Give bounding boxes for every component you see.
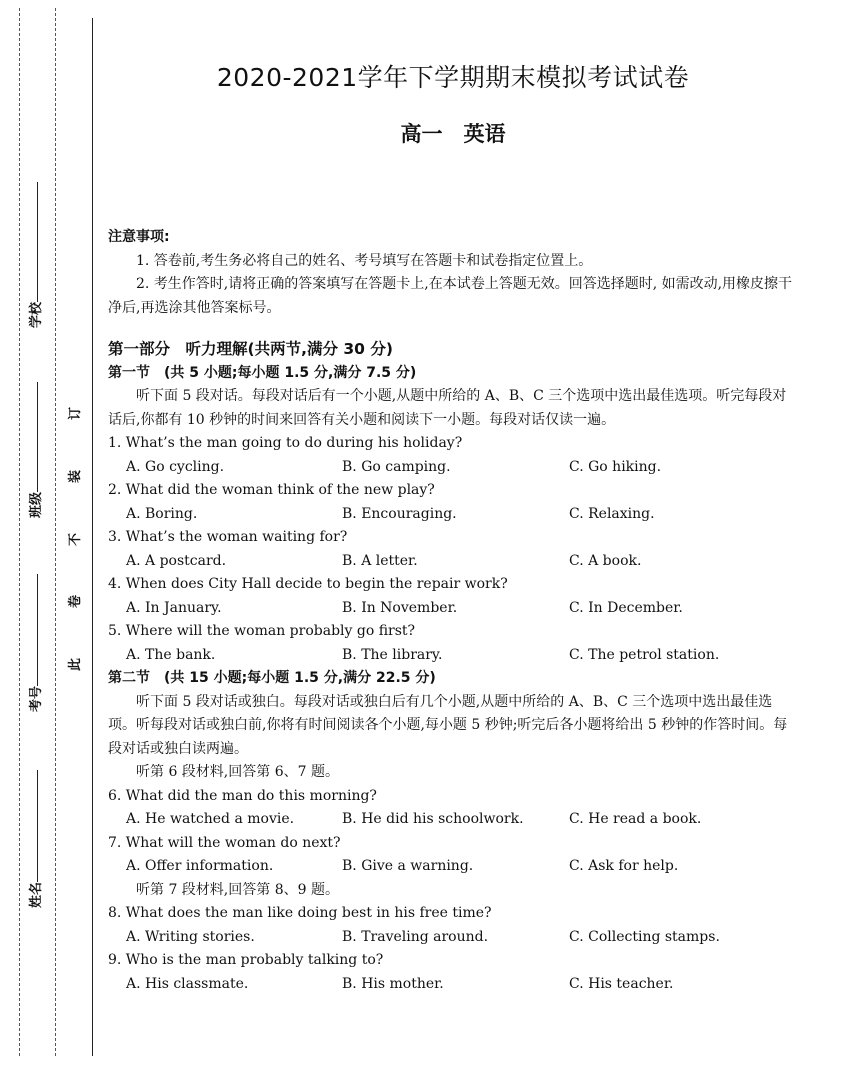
option-a: A. He watched a movie. — [126, 811, 295, 827]
warning-char: 不 — [68, 532, 84, 546]
question-options — [108, 503, 796, 527]
question-6 — [108, 785, 796, 832]
section1-instructions: 听下面 5 段对话。每段对话后有一个小题,从题中所给的 A、B、C 三个选项中选出最佳选项。听完每段对话后,你都有 10 秒钟的时间来回答有关小题和阅读下一小题。每段对话仅读一遍。 — [108, 388, 787, 428]
question-options — [108, 808, 796, 832]
option-c: C. Go hiking. — [569, 458, 662, 475]
binding-dashed-line-inner — [55, 8, 56, 1056]
option-c: C. He read a book. — [569, 811, 702, 827]
option-a: A. His classmate. — [126, 975, 249, 992]
warning-char: 装 — [68, 469, 84, 483]
option-b: B. Go camping. — [342, 458, 451, 475]
option-c: C. Ask for help. — [569, 858, 679, 874]
exam-subtitle: 高一 英语 — [400, 122, 506, 146]
question-options — [108, 644, 796, 668]
question-text: 5. Where will the woman probably go first? — [108, 623, 416, 639]
question-options — [108, 855, 796, 879]
option-a: A. The bank. — [126, 646, 216, 663]
binding-dashed-line-outer — [19, 8, 20, 1056]
exam-content — [108, 226, 796, 996]
binding-solid-line — [92, 18, 93, 1056]
exam-number-label: 考号 — [29, 685, 44, 712]
material-6-note: 听第 6 段材料,回答第 6、7 题。 — [136, 764, 339, 780]
question-text: 4. When does City Hall decide to begin the repair work? — [108, 576, 508, 592]
question-text: 3. What’s the woman waiting for? — [108, 529, 348, 545]
notice-item: 2. 考生作答时,请将正确的答案填写在答题卡上,在本试卷上答题无效。回答选择题时, 如需改动,用橡皮擦干净后,再选涂其他答案标号。 — [108, 276, 793, 316]
option-a: A. Boring. — [126, 505, 198, 522]
option-a: A. A postcard. — [126, 552, 227, 569]
name-label: 姓名 — [29, 881, 44, 908]
option-a: A. Go cycling. — [126, 458, 225, 475]
material-7-note: 听第 7 段材料,回答第 8、9 题。 — [136, 881, 339, 898]
exam-title: 2020-2021学年下学期期末模拟考试试卷 — [216, 63, 690, 92]
question-options — [108, 550, 796, 574]
question-options — [108, 597, 796, 621]
notice-title: 注意事项: — [108, 229, 170, 245]
option-c: C. Relaxing. — [569, 505, 655, 522]
option-b: B. The library. — [342, 646, 443, 663]
option-c: C. A book. — [569, 552, 642, 569]
question-options — [108, 926, 796, 950]
question-4 — [108, 573, 796, 620]
question-7 — [108, 832, 796, 879]
question-options — [108, 456, 796, 480]
exam-number-blank[interactable] — [37, 574, 38, 686]
warning-char: 卷 — [68, 595, 84, 609]
class-field — [24, 378, 50, 518]
name-blank[interactable] — [37, 770, 38, 882]
option-c: C. The petrol station. — [569, 646, 720, 663]
school-field — [24, 178, 50, 328]
notice-item: 1. 答卷前,考生务必将自己的姓名、考号填写在答题卡和试卷指定位置上。 — [136, 252, 593, 269]
option-b: B. A letter. — [342, 552, 418, 569]
class-label: 班级 — [29, 491, 44, 518]
option-b: B. Traveling around. — [342, 928, 489, 945]
question-text: 8. What does the man like doing best in his free time? — [108, 905, 492, 921]
option-c: C. His teacher. — [569, 975, 674, 992]
option-c: C. In December. — [569, 599, 683, 616]
question-options — [108, 973, 796, 997]
part1-heading: 第一部分 听力理解(共两节,满分 30 分) — [108, 340, 393, 358]
option-b: B. In November. — [342, 599, 458, 616]
question-text: 1. What’s the man going to do during his holiday? — [108, 435, 463, 451]
question-1 — [108, 432, 796, 479]
section2-instructions: 听下面 5 段对话或独白。每段对话或独白后有几个小题,从题中所给的 A、B、C 三个选项中选出最佳选项。听每段对话或独白前,你将有时间阅读各个小题,每小题 5 秒钟;听完后各小题将给出 5 秒钟的作答时间。每段对话或独白读两遍。 — [108, 693, 788, 757]
exam-number-field — [24, 570, 50, 712]
question-8 — [108, 902, 796, 949]
option-b: B. He did his schoolwork. — [342, 811, 524, 827]
option-a: A. Offer information. — [126, 858, 274, 874]
option-b: B. Encouraging. — [342, 505, 457, 522]
question-5 — [108, 620, 796, 667]
warning-char: 订 — [68, 406, 84, 421]
section2-heading: 第二节 (共 15 小题;每小题 1.5 分,满分 22.5 分) — [108, 670, 436, 686]
warning-char: 此 — [68, 657, 84, 672]
binding-warning — [63, 404, 85, 674]
question-9 — [108, 949, 796, 996]
class-blank[interactable] — [37, 382, 38, 492]
name-field — [24, 766, 50, 908]
section1-heading: 第一节 (共 5 小题;每小题 1.5 分,满分 7.5 分) — [108, 364, 417, 381]
school-blank[interactable] — [37, 182, 38, 302]
question-2 — [108, 479, 796, 526]
school-label: 学校 — [29, 301, 44, 328]
question-text: 9. Who is the man probably talking to? — [108, 952, 384, 968]
question-3 — [108, 526, 796, 573]
option-a: A. Writing stories. — [126, 928, 255, 945]
option-b: B. His mother. — [342, 975, 444, 992]
option-c: C. Collecting stamps. — [569, 928, 720, 945]
question-text: 7. What will the woman do next? — [108, 834, 341, 851]
option-a: A. In January. — [126, 599, 222, 616]
option-b: B. Give a warning. — [342, 858, 474, 874]
question-text: 2. What did the woman think of the new play? — [108, 482, 435, 498]
question-text: 6. What did the man do this morning? — [108, 787, 377, 804]
